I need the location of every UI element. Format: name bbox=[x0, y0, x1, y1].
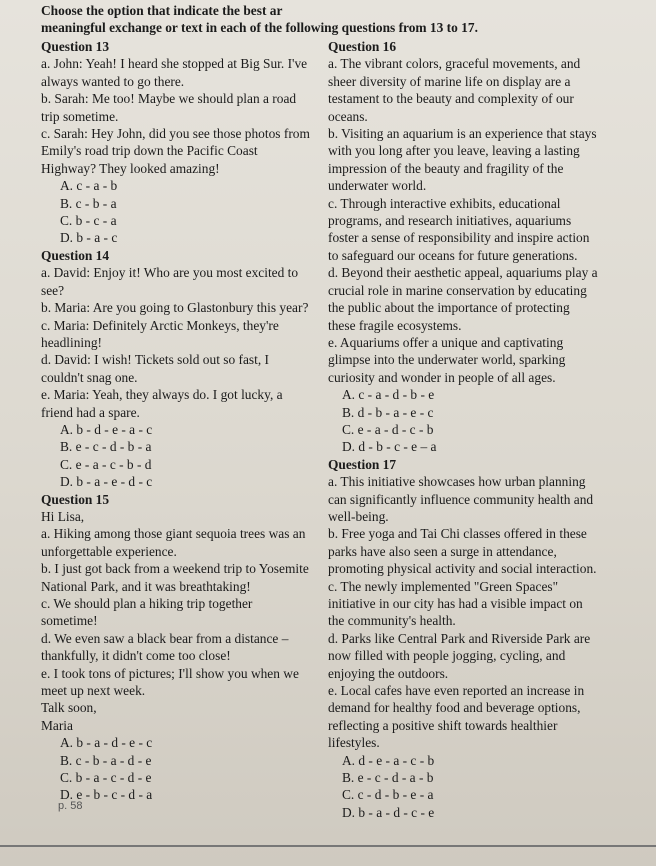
answer-option: B. d - b - a - e - c bbox=[342, 404, 434, 420]
text-line: unforgettable experience. bbox=[41, 543, 177, 559]
answer-option: C. c - d - b - e - a bbox=[342, 787, 434, 803]
instructions-header bbox=[41, 2, 641, 36]
text-line: underwater world. bbox=[328, 178, 427, 194]
text-line: Talk soon, bbox=[41, 700, 97, 716]
text-line: trip sometime. bbox=[41, 108, 119, 124]
text-line: curiosity and wonder in people of all ages. bbox=[328, 369, 556, 385]
question-title: Question 15 bbox=[41, 491, 110, 507]
text-line: foster a sense of responsibility and inspire action bbox=[328, 230, 590, 246]
text-line: now filled with people jogging, cycling, and bbox=[328, 648, 566, 664]
text-line: c. Through interactive exhibits, educational bbox=[328, 195, 561, 211]
text-line: d. David: I wish! Tickets sold out so fast, I bbox=[41, 352, 270, 368]
text-line: e. Local cafes have even reported an increase in bbox=[328, 683, 585, 699]
text-line: National Park, and it was breathtaking! bbox=[41, 578, 251, 594]
text-line: friend had a spare. bbox=[41, 404, 140, 420]
text-line: b. Free yoga and Tai Chi classes offered in these bbox=[328, 526, 587, 542]
text-line: b. I just got back from a weekend trip to Yosemite bbox=[41, 561, 309, 577]
question-title: Question 16 bbox=[328, 39, 397, 54]
text-line: c. Maria: Definitely Arctic Monkeys, they're bbox=[41, 317, 279, 333]
text-line: impression of the beauty and fragility of the bbox=[328, 160, 564, 176]
right-column bbox=[328, 38, 628, 821]
answer-option: D. e - b - c - d - a bbox=[60, 787, 153, 803]
text-line: b. Visiting an aquarium is an experience that stays bbox=[328, 126, 597, 142]
left-column bbox=[41, 38, 326, 804]
question-title: Question 14 bbox=[41, 247, 110, 263]
text-line: oceans. bbox=[328, 108, 368, 124]
text-line: a. The vibrant colors, graceful movements, and bbox=[328, 56, 581, 72]
text-line: sheer diversity of marine life on display are a bbox=[328, 73, 571, 89]
instructions-line-2: meaningful exchange or text in each of the following questions from 13 to 17. bbox=[41, 20, 478, 35]
text-line: couldn't snag one. bbox=[41, 369, 138, 385]
text-line: with you long after you leave, leaving a lasting bbox=[328, 143, 580, 159]
text-line: well-being. bbox=[328, 508, 389, 524]
answer-option: A. b - a - d - e - c bbox=[60, 735, 153, 751]
instructions-line-1: Choose the option that indicate the best ar bbox=[41, 3, 283, 18]
answer-option: A. b - d - e - a - c bbox=[60, 421, 153, 437]
text-line: d. Beyond their aesthetic appeal, aquariums play a bbox=[328, 265, 598, 281]
text-line: reflecting a positive shift towards healthier bbox=[328, 717, 558, 733]
answer-option: C. b - a - c - d - e bbox=[60, 770, 152, 786]
text-line: to safeguard our oceans for future generations. bbox=[328, 247, 578, 263]
answer-option: D. b - a - c bbox=[60, 230, 118, 246]
text-line: a. John: Yeah! I heard she stopped at Big Sur. I've bbox=[41, 56, 308, 72]
answer-option: D. d - b - c - e – a bbox=[342, 439, 437, 455]
text-line: can significantly influence community health and bbox=[328, 491, 594, 507]
text-line: d. Parks like Central Park and Riverside Park are bbox=[328, 630, 591, 646]
text-line: sometime! bbox=[41, 613, 98, 629]
answer-option: A. d - e - a - c - b bbox=[342, 752, 435, 768]
text-line: Emily's road trip down the Pacific Coast bbox=[41, 143, 258, 159]
text-line: d. We even saw a black bear from a distance – bbox=[41, 630, 289, 646]
answer-option: A. c - a - b bbox=[60, 178, 118, 194]
answer-option: C. e - a - d - c - b bbox=[342, 421, 434, 437]
text-line: b. Maria: Are you going to Glastonbury this year? bbox=[41, 300, 309, 316]
text-line: Highway? They looked amazing! bbox=[41, 160, 220, 176]
text-line: initiative in our city has had a visible impact on bbox=[328, 596, 583, 611]
text-line: e. Maria: Yeah, they always do. I got lucky, a bbox=[41, 387, 283, 403]
text-line: e. I took tons of pictures; I'll show you when we bbox=[41, 665, 299, 681]
text-line: meet up next week. bbox=[41, 683, 146, 699]
text-line: enjoying the outdoors. bbox=[328, 665, 449, 681]
text-line: these fragile ecosystems. bbox=[328, 317, 462, 333]
text-line: programs, and research initiatives, aquariums bbox=[328, 213, 572, 229]
text-line: c. The newly implemented "Green Spaces" bbox=[328, 578, 559, 594]
text-line: demand for healthy food and beverage options, bbox=[328, 700, 581, 716]
text-line: parks have also seen a surge in attendance, bbox=[328, 543, 557, 559]
answer-option: D. b - a - e - d - c bbox=[60, 474, 153, 490]
text-line: glimpse into the underwater world, sparking bbox=[328, 352, 566, 368]
question-title: Question 13 bbox=[41, 39, 110, 54]
answer-option: B. c - b - a bbox=[60, 195, 117, 211]
answer-option: B. c - b - a - d - e bbox=[60, 752, 152, 768]
text-line: e. Aquariums offer a unique and captivating bbox=[328, 334, 564, 350]
text-line: a. Hiking among those giant sequoia trees was an bbox=[41, 526, 306, 542]
text-line: crucial role in marine conservation by educating bbox=[328, 282, 587, 298]
text-line: the community's health. bbox=[328, 613, 456, 629]
text-line: lifestyles. bbox=[328, 735, 380, 751]
text-line: Maria bbox=[41, 717, 73, 733]
answer-option: C. b - c - a bbox=[60, 213, 117, 229]
text-line: a. This initiative showcases how urban planning bbox=[328, 474, 586, 490]
answer-option: B. e - c - d - b - a bbox=[60, 439, 152, 455]
text-line: a. David: Enjoy it! Who are you most excited to bbox=[41, 265, 299, 281]
answer-option: B. e - c - d - a - b bbox=[342, 770, 434, 786]
question-title: Question 17 bbox=[328, 456, 397, 472]
text-line: c. Sarah: Hey John, did you see those photos from bbox=[41, 126, 310, 142]
answer-option: C. e - a - c - b - d bbox=[60, 456, 152, 472]
text-line: promoting physical activity and social interaction. bbox=[328, 561, 597, 577]
text-line: see? bbox=[41, 282, 65, 298]
text-line: b. Sarah: Me too! Maybe we should plan a road bbox=[41, 91, 297, 107]
text-line: c. We should plan a hiking trip together bbox=[41, 596, 253, 611]
page-number: p. 58 bbox=[58, 800, 83, 812]
text-line: thankfully, it didn't come too close! bbox=[41, 648, 231, 664]
answer-option: A. c - a - d - b - e bbox=[342, 387, 435, 403]
bottom-divider bbox=[0, 845, 656, 847]
text-line: testament to the beauty and complexity of our bbox=[328, 91, 574, 107]
text-line: headlining! bbox=[41, 334, 102, 350]
text-line: always wanted to go there. bbox=[41, 73, 185, 89]
text-line: Hi Lisa, bbox=[41, 508, 85, 524]
answer-option: D. b - a - d - c - e bbox=[342, 804, 435, 820]
text-line: the public about the importance of protecting bbox=[328, 300, 570, 316]
